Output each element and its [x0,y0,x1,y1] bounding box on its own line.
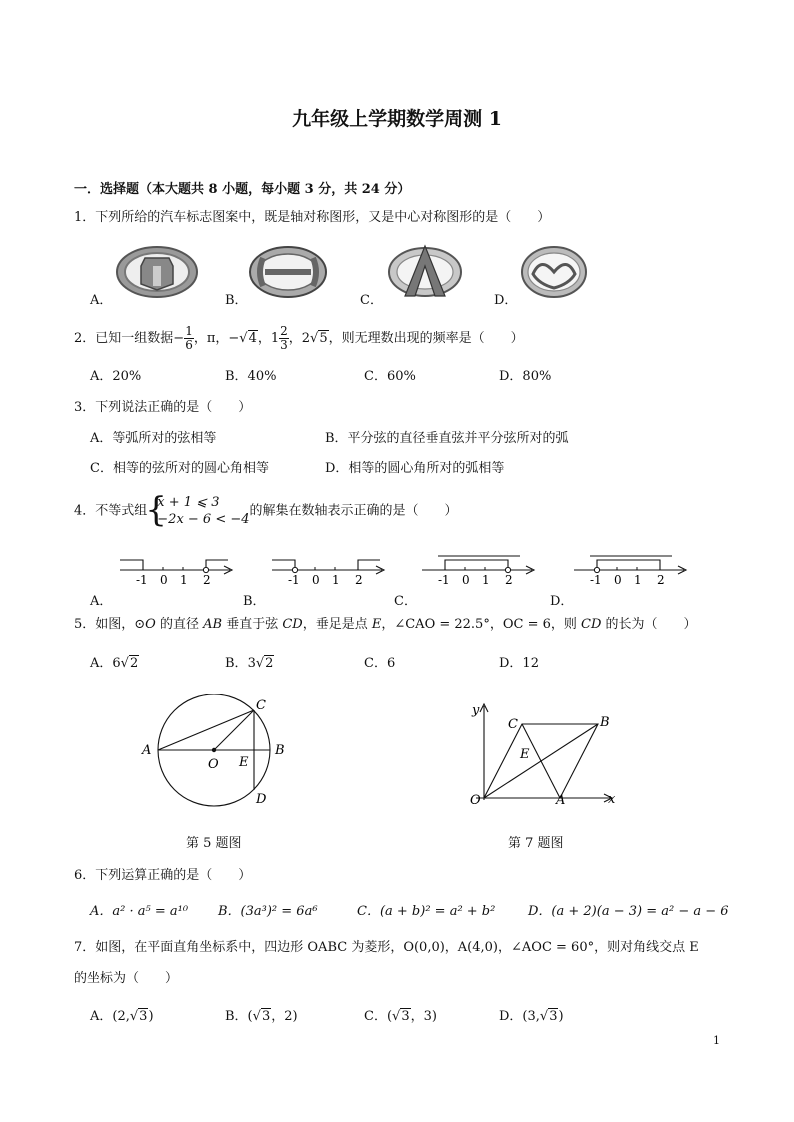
section-heading-choice: 一．选择题（本大题共 8 小题，每小题 3 分，共 24 分） [74,182,411,197]
q5-opt-a-label: A． [90,656,113,671]
numberline-range [120,560,143,570]
fig5-segment-oc [214,710,254,750]
q3-option-d[interactable]: D．相等的圆心角所对的弧相等 [325,461,505,476]
q2-f2-den: 3 [280,338,288,352]
q4-suffix: 的解集在数轴表示正确的是（ ） [249,503,458,519]
fig5-label-d: D [256,792,267,807]
q2-suffix: ，则无理数出现的频率是（ ） [328,331,524,346]
q2-option-d[interactable]: D．80% [499,369,552,384]
q5-option-a[interactable]: A．6√2 [90,656,139,671]
q5-part-4: ，垂足是点 [302,617,372,632]
q2-fraction-1 [184,325,194,352]
q4-inequality-1: { x + 1 ⩽ 3 [157,495,220,510]
q5-part-1: 5．如图，⊙ [74,617,146,632]
q5-opt-a-coef: 6 [112,656,121,671]
car-logo-b-icon [247,244,329,300]
q7-option-b[interactable]: B．(√3，2) [225,1009,298,1024]
q5-var-ab: AB [203,617,223,632]
numberline-tick-label: 1 [332,573,340,587]
numberline-tick-label: -1 [438,573,450,587]
q2-sep1: ，π，− [193,331,240,346]
q7-opt-a-end: ) [148,1009,154,1024]
q2-prefix: 2．已知一组数据 [74,331,174,346]
fig7-label-c: C [508,717,518,732]
q6-option-d[interactable]: D．(a + 2)(a − 3) = a² − a − 6 [528,904,729,919]
numberline-tick-label: 0 [614,573,622,587]
q4-numberline-d [572,548,692,588]
numberline-tick-label: 1 [482,573,490,587]
q5-option-d[interactable]: D．12 [499,656,539,671]
q5-var-cd: CD [282,617,303,632]
fig5-label-e: E [239,755,249,770]
q4-numberline-c [420,548,540,588]
numberline-tick-label: 2 [355,573,363,587]
q2-sqrt-1: 4 [248,331,257,346]
q2-stem: 2．已知一组数据− $\frac{1}{6}$ ，π，−√4，1 $\frac{2}{3}$ ，2√5，则无理数出现的频率是（ ） [74,324,524,352]
q2-minus: − [173,331,185,346]
q4-option-c[interactable]: C． [394,594,417,609]
q3-option-c[interactable]: C．相等的弦所对的圆心角相等 [90,461,269,476]
fig7-label-a: A [556,793,566,808]
figure-7-caption: 第 7 题图 [508,836,564,851]
q1-option-b[interactable]: B． [225,293,248,308]
q4-inequality-2: −2x − 6 < −4 [157,512,250,527]
q5-option-b[interactable]: B．3√2 [225,656,274,671]
numberline-open-point [292,567,297,572]
q2-f2-num: 2 [280,324,288,338]
q1-stem: 1．下列所给的汽车标志图案中，既是轴对称图形，又是中心对称图形的是（ ） [74,210,551,225]
fig7-label-x: x [608,792,616,807]
numberline-tick-label: -1 [288,573,300,587]
q2-option-c[interactable]: C．60% [364,369,416,384]
numberline-range [272,560,295,570]
q7-opt-a-label: A．(2, [90,1009,130,1024]
fig7-label-e: E [520,747,530,762]
q7-option-a[interactable]: A．(2,√3) [90,1009,154,1024]
q4-numberline-b [270,548,390,588]
q5-stem [74,613,697,632]
q2-fraction-2 [279,325,289,352]
q5-opt-b-coef: 3 [247,656,256,671]
car-logo-d-icon [519,244,589,300]
page-title: 九年级上学期数学周测 1 [292,108,502,130]
numberline-range [597,560,660,570]
numberline-range [358,560,380,570]
q2-option-b[interactable]: B．40% [225,369,277,384]
q6-option-a[interactable]: A．a² · a⁵ = a¹⁰ [90,904,189,919]
fig5-label-a: A [142,743,152,758]
q1-option-c[interactable]: C． [360,293,383,308]
q7-opt-d-rad: 3 [549,1009,558,1024]
q7-option-d[interactable]: D．(3,√3) [499,1009,564,1024]
numberline-tick-label: 2 [203,573,211,587]
figure-5-caption: 第 5 题图 [186,836,242,851]
fig5-label-o: O [208,757,219,772]
q7-stem-line-2: 的坐标为（ ） [74,971,179,986]
figure-7-diagram [462,700,622,810]
numberline-tick-label: -1 [136,573,148,587]
q2-sep3: ，2 [288,331,311,346]
q7-opt-c-rad: 3 [401,1009,410,1024]
q4-option-b[interactable]: B． [243,594,266,609]
q5-part-3: 垂直于弦 [222,617,283,632]
numberline-range [206,560,228,570]
q3-option-b[interactable]: B．平分弦的直径垂直弦并平分弦所对的弧 [325,431,569,446]
q7-opt-d-end: ) [558,1009,564,1024]
q5-var-o: O [145,617,156,632]
q2-f1-den: 6 [185,338,193,352]
q7-opt-c-end: ，3) [410,1009,437,1024]
fig5-label-c: C [256,698,266,713]
q1-option-d[interactable]: D． [494,293,518,308]
q2-sqrt-2: 5 [319,331,328,346]
q4-option-d[interactable]: D． [550,594,574,609]
q7-opt-b-rad: 3 [261,1009,271,1024]
q5-opt-a-rad: 2 [129,656,139,671]
q7-opt-b-end: ，2) [271,1009,298,1024]
numberline-tick-label: 0 [160,573,168,587]
fig7-label-y: y [472,703,480,718]
fig5-label-b: B [275,743,285,758]
q4-stem [74,494,458,529]
q5-opt-b-label: B． [225,656,248,671]
fig7-label-b: B [600,715,610,730]
numberline-range [445,560,508,570]
q5-part-6: 的长为（ ） [601,617,697,632]
numberline-tick-label: 1 [634,573,642,587]
q7-opt-d-label: D．(3, [499,1009,540,1024]
numberline-tick-label: 2 [657,573,665,587]
numberline-open-point [203,567,208,572]
numberline-open-point [594,567,599,572]
fig7-label-o: O [470,793,481,808]
fig5-center-dot [212,748,216,752]
numberline-open-point [505,567,510,572]
car-logo-a-icon [113,244,201,302]
q5-var-e: E [371,617,382,632]
q5-var-cd-2: CD [581,617,602,632]
numberline-tick-label: 0 [462,573,470,587]
q3-option-a[interactable]: A．等弧所对的弦相等 [90,431,217,446]
q4-prefix: 4．不等式组 [74,503,148,519]
q1-option-a[interactable]: A． [90,293,113,308]
q5-option-c[interactable]: C．6 [364,656,396,671]
q2-option-a[interactable]: A．20% [90,369,142,384]
q7-opt-c-label: C．( [364,1009,393,1024]
q7-option-c[interactable]: C．(√3，3) [364,1009,437,1024]
page-number: 1 [713,1034,720,1047]
q2-sep2: ，1 [257,331,280,346]
numberline-tick-label: -1 [590,573,602,587]
q6-option-b[interactable]: B．(3a³)² = 6a⁶ [218,904,318,919]
q6-stem: 6．下列运算正确的是（ ） [74,868,252,883]
numberline-tick-label: 0 [312,573,320,587]
q4-inequality-system [147,494,249,528]
q5-part-2: 的直径 [155,617,204,632]
q4-numberline-a [118,548,238,588]
q6-option-c[interactable]: C．(a + b)² = a² + b² [357,904,496,919]
figure-5-diagram [136,694,296,814]
q7-stem-line-1: 7．如图，在平面直角坐标系中，四边形 OABC 为菱形，O(0,0)，A(4,0)，∠AOC = 60°，则对角线交点 E [74,940,699,955]
q3-stem: 3．下列说法正确的是（ ） [74,400,252,415]
q4-option-a[interactable]: A． [90,594,113,609]
q5-part-5: ，∠CAO = 22.5°，OC = 6，则 [381,617,581,632]
q7-opt-b-label: B．( [225,1009,253,1024]
numberline-tick-label: 2 [505,573,513,587]
q5-opt-b-rad: 2 [265,656,274,671]
numberline-tick-label: 1 [180,573,188,587]
q7-opt-a-rad: 3 [139,1009,148,1024]
fig5-segment-ac [158,710,254,750]
q2-f1-num: 1 [185,324,193,338]
car-logo-c-icon [385,240,465,300]
